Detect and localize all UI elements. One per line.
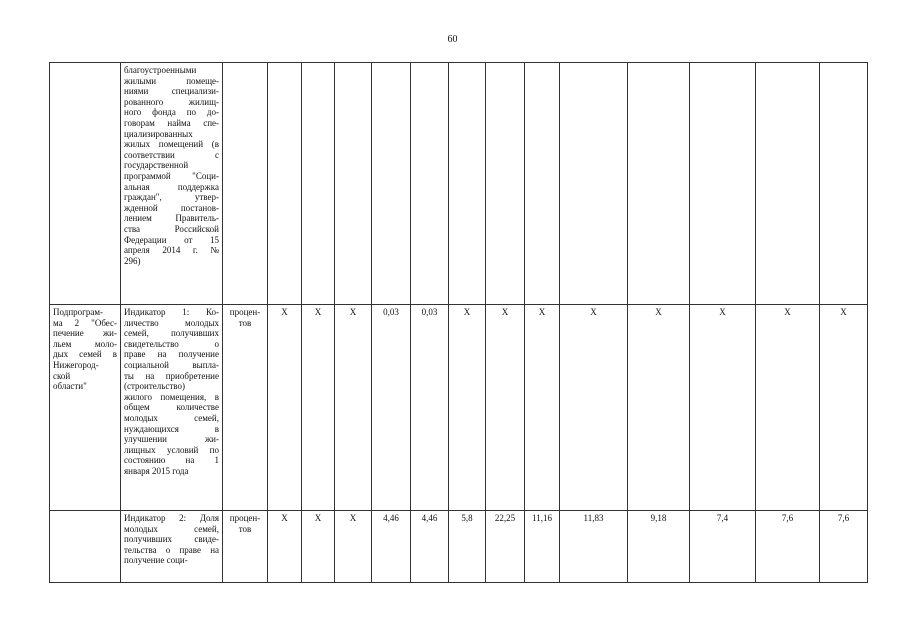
indicator-description-cell <box>121 305 223 511</box>
value-cell: Х <box>302 305 335 511</box>
value-cell: 0,03 <box>372 305 411 511</box>
indicators-table <box>49 62 868 583</box>
text-line: 296) <box>124 255 141 266</box>
value-cell: Х <box>486 305 525 511</box>
text-line: жилых помещений (в <box>124 139 219 150</box>
text-line: Индикатор 2: Доля <box>124 513 219 523</box>
text-line: социальной выпла- <box>124 359 219 370</box>
value-cell: 5,8 <box>449 511 486 583</box>
value-cell: Х <box>756 305 820 511</box>
text-line: граждан", утвер- <box>124 192 219 203</box>
text-line: ты на приобретение <box>124 370 219 381</box>
text-line: рованного жилищ- <box>124 96 219 107</box>
text-line: жилыми помеще- <box>124 75 219 86</box>
value-cell: 4,46 <box>411 511 449 583</box>
text-line: получение соци- <box>124 555 188 566</box>
text-line: получивших свиде- <box>124 534 219 545</box>
value-cell: Х <box>525 305 560 511</box>
value-cell: 11,83 <box>560 511 628 583</box>
value-cell: 9,18 <box>628 511 690 583</box>
text-line: льем моло- <box>53 338 117 349</box>
text-line: Нижегород- <box>53 359 99 370</box>
text-line: ма 2 "Обес- <box>53 317 117 328</box>
subprogram-cell <box>50 511 121 583</box>
text-line: программой "Соци- <box>124 170 219 181</box>
value-cell: 7,6 <box>756 511 820 583</box>
text-line: ской <box>53 370 71 381</box>
text-line: процен- <box>229 513 261 523</box>
text-line: общем количестве <box>124 402 219 413</box>
text-line: Федерации от 15 <box>124 234 219 245</box>
text-line: лением Правитель- <box>124 213 219 224</box>
value-cell <box>560 63 628 305</box>
value-cell <box>372 63 411 305</box>
value-cell: Х <box>335 305 372 511</box>
text-line: Подпрограм- <box>53 307 104 317</box>
text-line: молодых семей, <box>124 412 219 423</box>
text-line: улучшении жи- <box>124 434 219 445</box>
value-cell: Х <box>302 511 335 583</box>
text-line: соответствии с <box>124 149 219 160</box>
value-cell <box>302 63 335 305</box>
value-cell: 7,4 <box>690 511 756 583</box>
value-cell: Х <box>268 305 302 511</box>
value-cell: 0,03 <box>411 305 449 511</box>
text-line: печение жи- <box>53 328 117 339</box>
value-cell: Х <box>560 305 628 511</box>
text-line: процен- <box>229 307 261 317</box>
text-line: тельства о праве на <box>124 544 219 555</box>
subprogram-cell <box>50 305 121 511</box>
text-line: праве на получение <box>124 349 219 360</box>
text-line: нуждающихся в <box>124 423 219 434</box>
text-line: тов <box>238 317 252 328</box>
unit-cell <box>223 511 268 583</box>
value-cell <box>525 63 560 305</box>
value-cell <box>268 63 302 305</box>
subprogram-cell <box>50 63 121 305</box>
value-cell: 11,16 <box>525 511 560 583</box>
value-cell: 7,6 <box>820 511 868 583</box>
text-line: ниями специализи- <box>124 86 219 97</box>
text-line: (строительство) <box>124 381 185 392</box>
text-line: января 2015 года <box>124 465 189 476</box>
text-line: ства Российской <box>124 223 219 234</box>
value-cell <box>486 63 525 305</box>
text-line: свидетельство о <box>124 338 219 349</box>
text-line: говорам найма спе- <box>124 117 219 128</box>
indicator-description-cell <box>121 511 223 583</box>
value-cell: 4,46 <box>372 511 411 583</box>
value-cell: 22,25 <box>486 511 525 583</box>
value-cell <box>335 63 372 305</box>
indicator-description-cell <box>121 63 223 305</box>
text-line: семей, получивших <box>124 328 219 339</box>
unit-cell <box>223 305 268 511</box>
text-line: состоянию на 1 <box>124 455 219 466</box>
text-line: благоустроенными <box>124 65 197 75</box>
value-cell <box>690 63 756 305</box>
table-row <box>50 305 868 511</box>
table-row <box>50 63 868 305</box>
text-line: Индикатор 1: Ко- <box>124 307 219 317</box>
text-line: личество молодых <box>124 317 219 328</box>
value-cell: Х <box>628 305 690 511</box>
text-line: тов <box>238 523 252 534</box>
text-line: лищных условий по <box>124 444 219 455</box>
text-line: молодых семей, <box>124 523 219 534</box>
value-cell: Х <box>690 305 756 511</box>
table-row <box>50 511 868 583</box>
text-line: жилого помещения, в <box>124 391 219 402</box>
text-line: дых семей в <box>53 349 117 360</box>
page-number: 60 <box>447 34 458 45</box>
value-cell: Х <box>449 305 486 511</box>
value-cell <box>628 63 690 305</box>
text-line: жденной постанов- <box>124 202 219 213</box>
unit-cell <box>223 63 268 305</box>
value-cell: Х <box>820 305 868 511</box>
text-line: государственной <box>124 160 189 171</box>
value-cell: Х <box>335 511 372 583</box>
text-line: области" <box>53 381 87 392</box>
text-line: апреля 2014 г. № <box>124 245 219 256</box>
text-line: циализированных <box>124 128 193 139</box>
value-cell <box>756 63 820 305</box>
text-line: ного фонда по до- <box>124 107 219 118</box>
value-cell <box>411 63 449 305</box>
value-cell <box>449 63 486 305</box>
text-line: альная поддержка <box>124 181 219 192</box>
value-cell: Х <box>268 511 302 583</box>
value-cell <box>820 63 868 305</box>
